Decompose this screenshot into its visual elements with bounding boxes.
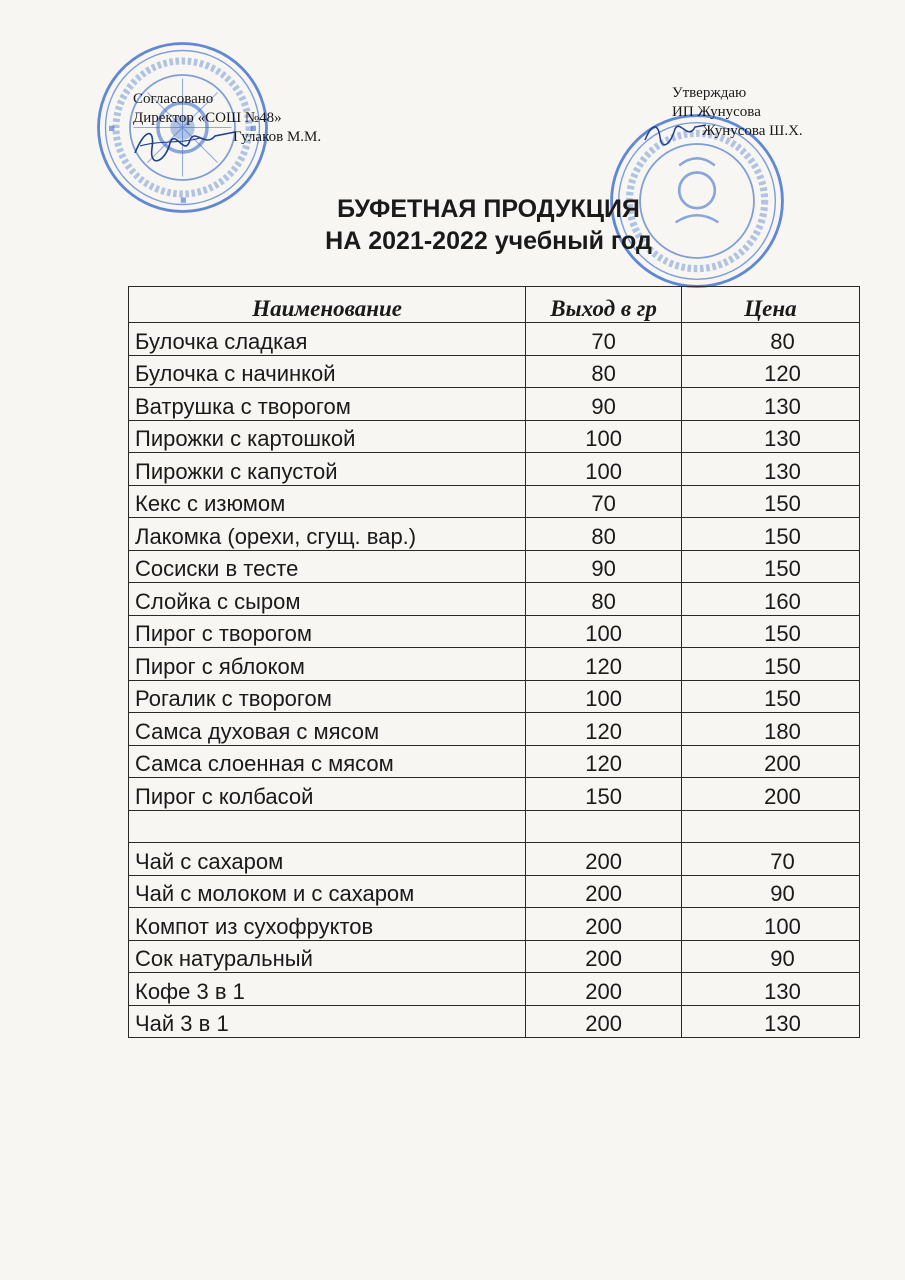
item-price-cell: 100	[681, 908, 859, 941]
document-title: БУФЕТНАЯ ПРОДУКЦИЯ	[337, 195, 640, 223]
approval-right-block	[672, 84, 803, 141]
item-weight-cell: 200	[526, 973, 682, 1006]
item-weight-cell: 200	[526, 908, 682, 941]
item-name-cell: Кекс с изюмом	[129, 485, 526, 518]
item-price-cell: 150	[681, 485, 859, 518]
item-weight-cell: 200	[526, 843, 682, 876]
table-row	[129, 940, 860, 973]
header-weight: Выход в гр	[526, 287, 682, 323]
item-price-cell	[681, 810, 859, 843]
item-name-cell: Пирог с колбасой	[129, 778, 526, 811]
item-price-cell: 90	[681, 940, 859, 973]
item-weight-cell: 200	[526, 875, 682, 908]
table-row	[129, 615, 860, 648]
approval-left-block	[133, 90, 321, 147]
item-name-cell: Чай с сахаром	[129, 843, 526, 876]
item-weight-cell: 120	[526, 648, 682, 681]
table-row	[129, 420, 860, 453]
item-price-cell: 80	[681, 323, 859, 356]
item-name-cell	[129, 810, 526, 843]
table-row	[129, 778, 860, 811]
item-name-cell: Чай с молоком и с сахаром	[129, 875, 526, 908]
table-row	[129, 908, 860, 941]
table-row	[129, 583, 860, 616]
header-price: Цена	[681, 287, 859, 323]
item-price-cell: 90	[681, 875, 859, 908]
table-header-row	[129, 287, 860, 323]
table-row	[129, 875, 860, 908]
item-price-cell: 70	[681, 843, 859, 876]
document-subtitle: НА 2021-2022 учебный год	[325, 227, 652, 255]
item-weight-cell: 200	[526, 1005, 682, 1038]
item-weight-cell: 200	[526, 940, 682, 973]
table-row	[129, 713, 860, 746]
table-row	[129, 388, 860, 421]
item-name-cell: Пирожки с капустой	[129, 453, 526, 486]
item-weight-cell: 120	[526, 745, 682, 778]
table-row	[129, 453, 860, 486]
item-weight-cell: 100	[526, 420, 682, 453]
item-price-cell: 130	[681, 1005, 859, 1038]
table-body	[129, 323, 860, 1038]
table-row	[129, 810, 860, 843]
item-name-cell: Сок натуральный	[129, 940, 526, 973]
item-name-cell: Ватрушка с творогом	[129, 388, 526, 421]
item-name-cell: Сосиски в тесте	[129, 550, 526, 583]
item-price-cell: 130	[681, 453, 859, 486]
table-row	[129, 843, 860, 876]
item-price-cell: 130	[681, 420, 859, 453]
item-name-cell: Пирог с яблоком	[129, 648, 526, 681]
item-name-cell: Чай 3 в 1	[129, 1005, 526, 1038]
item-weight-cell: 90	[526, 388, 682, 421]
item-name-cell: Самса духовая с мясом	[129, 713, 526, 746]
item-weight-cell: 70	[526, 485, 682, 518]
item-weight-cell: 100	[526, 615, 682, 648]
item-weight-cell: 80	[526, 583, 682, 616]
item-name-cell: Пирог с творогом	[129, 615, 526, 648]
table-row	[129, 323, 860, 356]
item-price-cell: 150	[681, 550, 859, 583]
table-row	[129, 1005, 860, 1038]
item-weight-cell	[526, 810, 682, 843]
item-price-cell: 130	[681, 388, 859, 421]
item-weight-cell: 120	[526, 713, 682, 746]
item-price-cell: 150	[681, 648, 859, 681]
item-price-cell: 160	[681, 583, 859, 616]
item-weight-cell: 90	[526, 550, 682, 583]
item-weight-cell: 80	[526, 355, 682, 388]
table-row	[129, 745, 860, 778]
table-row	[129, 518, 860, 551]
approval-right-position: ИП Жунусова	[672, 104, 761, 120]
table-row	[129, 355, 860, 388]
item-weight-cell: 70	[526, 323, 682, 356]
item-weight-cell: 80	[526, 518, 682, 551]
approval-left-position: Директор «СОШ №48»	[133, 110, 282, 126]
approval-left-label: Согласовано	[133, 91, 214, 107]
item-name-cell: Кофе 3 в 1	[129, 973, 526, 1006]
item-name-cell: Булочка сладкая	[129, 323, 526, 356]
table-row	[129, 648, 860, 681]
item-name-cell: Пирожки с картошкой	[129, 420, 526, 453]
table-row	[129, 680, 860, 713]
item-price-cell: 180	[681, 713, 859, 746]
item-price-cell: 150	[681, 518, 859, 551]
item-price-cell: 150	[681, 615, 859, 648]
menu-table	[128, 286, 860, 1038]
table-row	[129, 973, 860, 1006]
header-name: Наименование	[129, 287, 526, 323]
item-price-cell: 150	[681, 680, 859, 713]
approval-left-name: Гулаков М.М.	[233, 129, 322, 145]
item-price-cell: 200	[681, 745, 859, 778]
approval-right-label: Утверждаю	[672, 85, 747, 101]
table-row	[129, 485, 860, 518]
item-price-cell: 120	[681, 355, 859, 388]
approval-right-name: Жунусова Ш.Х.	[702, 123, 803, 139]
item-name-cell: Рогалик с творогом	[129, 680, 526, 713]
item-weight-cell: 100	[526, 680, 682, 713]
item-weight-cell: 150	[526, 778, 682, 811]
item-name-cell: Самса слоенная с мясом	[129, 745, 526, 778]
item-name-cell: Компот из сухофруктов	[129, 908, 526, 941]
item-weight-cell: 100	[526, 453, 682, 486]
table-row	[129, 550, 860, 583]
item-name-cell: Слойка с сыром	[129, 583, 526, 616]
item-name-cell: Лакомка (орехи, сгущ. вар.)	[129, 518, 526, 551]
item-price-cell: 200	[681, 778, 859, 811]
item-name-cell: Булочка с начинкой	[129, 355, 526, 388]
item-price-cell: 130	[681, 973, 859, 1006]
